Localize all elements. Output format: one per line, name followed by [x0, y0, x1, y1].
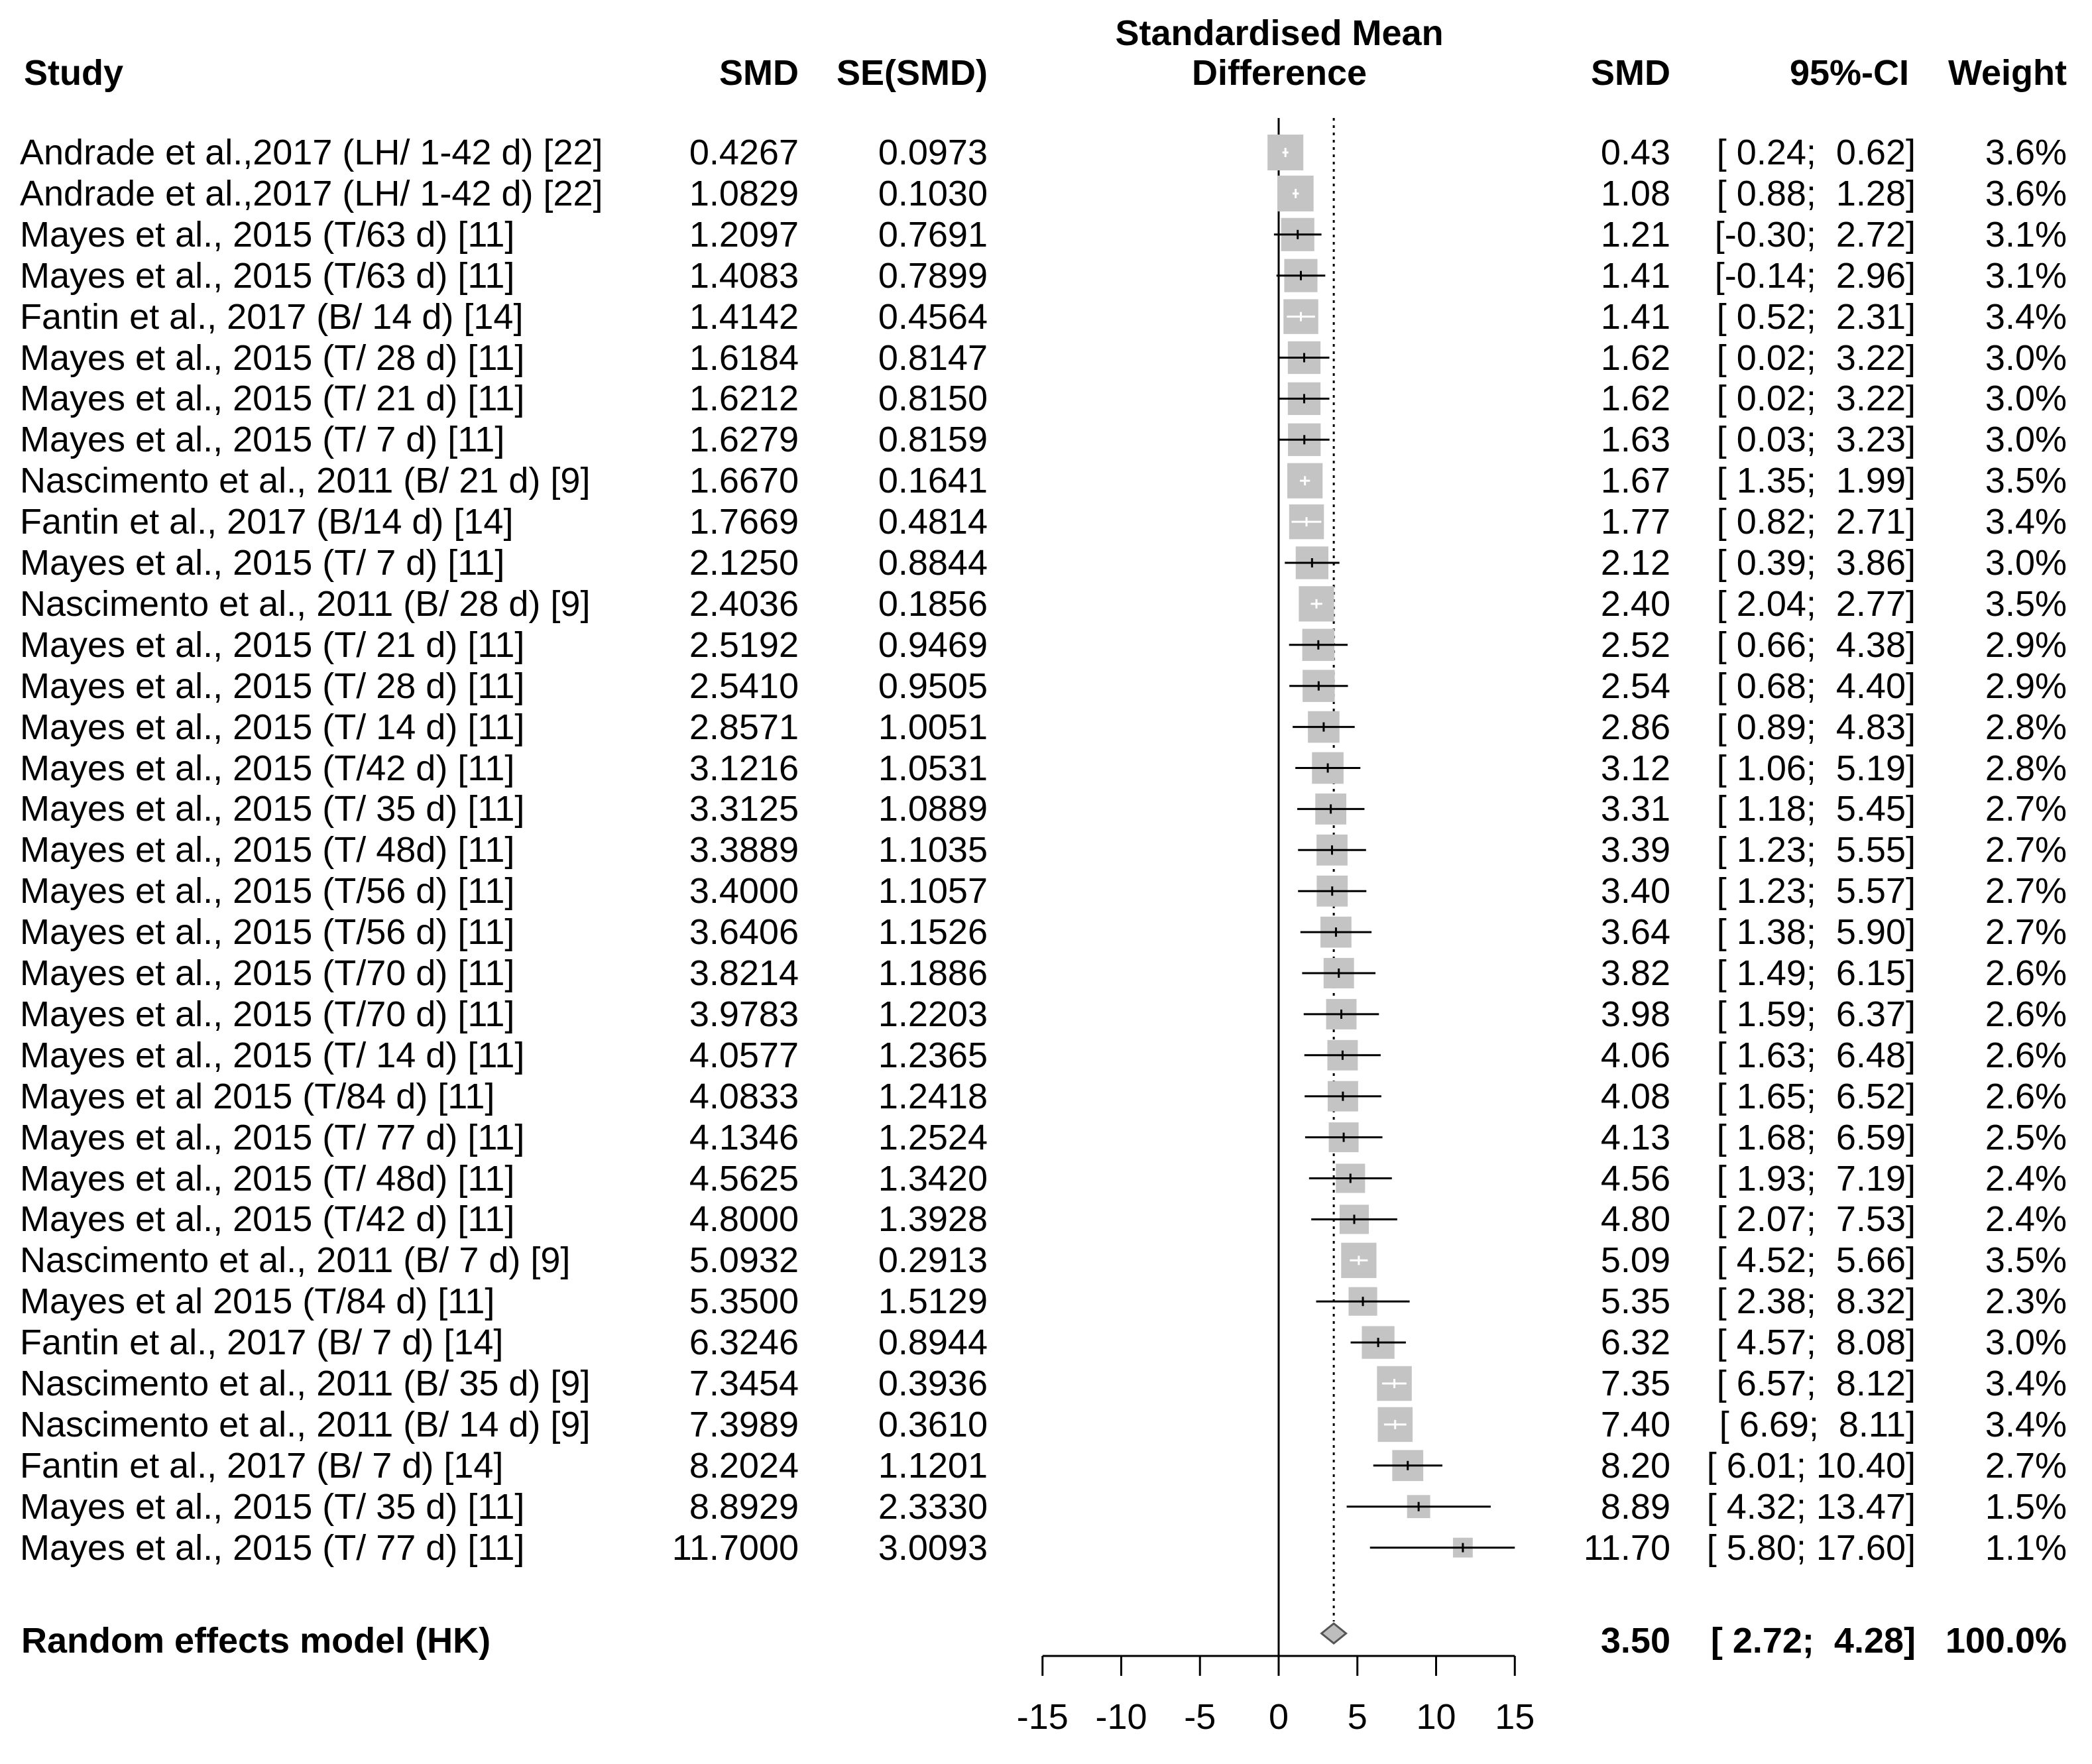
- study-name: Mayes et al., 2015 (T/70 d) [11]: [20, 994, 515, 1034]
- study-smd: 1.7669: [689, 502, 799, 542]
- study-se: 1.2365: [878, 1035, 988, 1075]
- study-smd-right: 2.40: [1600, 584, 1670, 624]
- study-smd-right: 1.77: [1600, 502, 1670, 542]
- study-weight: 2.6%: [1985, 953, 2067, 993]
- study-smd-right: 4.56: [1600, 1159, 1670, 1199]
- study-smd-right: 1.41: [1600, 297, 1670, 337]
- study-smd-right: 7.35: [1600, 1364, 1670, 1403]
- study-smd-right: 1.08: [1600, 174, 1670, 213]
- study-ci: [ 1.68; 6.59]: [1716, 1118, 1916, 1157]
- study-weight: 3.0%: [1985, 543, 2067, 583]
- study-smd-right: 3.98: [1600, 994, 1670, 1034]
- study-name: Mayes et al., 2015 (T/ 77 d) [11]: [20, 1528, 525, 1568]
- study-smd-right: 8.89: [1600, 1487, 1670, 1527]
- study-ci: [ 0.02; 3.22]: [1716, 379, 1916, 418]
- x-tick-label: -5: [1184, 1697, 1216, 1737]
- study-smd-right: 5.09: [1600, 1240, 1670, 1280]
- study-ci: [ 0.66; 4.38]: [1716, 625, 1916, 665]
- study-ci: [ 0.88; 1.28]: [1716, 174, 1916, 213]
- header-weight: Weight: [1948, 53, 2067, 93]
- study-smd-right: 3.39: [1600, 830, 1670, 870]
- study-se: 0.9469: [878, 625, 988, 665]
- header-smd: SMD: [719, 53, 799, 93]
- study-se: 0.1641: [878, 461, 988, 500]
- study-smd: 8.2024: [689, 1446, 799, 1486]
- study-smd-right: 2.86: [1600, 707, 1670, 747]
- study-ci: [ 1.23; 5.57]: [1716, 871, 1916, 911]
- study-se: 2.3330: [878, 1487, 988, 1527]
- study-smd: 0.4267: [689, 133, 799, 172]
- x-tick-label: 10: [1416, 1697, 1456, 1737]
- study-name: Mayes et al., 2015 (T/63 d) [11]: [20, 256, 515, 296]
- study-se: 1.3928: [878, 1199, 988, 1239]
- study-se: 1.1201: [878, 1446, 988, 1486]
- study-smd-right: 6.32: [1600, 1323, 1670, 1362]
- study-weight: 3.5%: [1985, 1240, 2067, 1280]
- study-ci: [ 0.02; 3.22]: [1716, 338, 1916, 378]
- study-se: 1.0051: [878, 707, 988, 747]
- header-plot-title-2: Difference: [1191, 53, 1367, 93]
- study-weight: 2.8%: [1985, 707, 2067, 747]
- study-name: Nascimento et al., 2011 (B/ 35 d) [9]: [20, 1364, 591, 1403]
- study-name: Nascimento et al., 2011 (B/ 14 d) [9]: [20, 1405, 591, 1444]
- study-weight: 2.4%: [1985, 1159, 2067, 1199]
- study-ci: [ 1.65; 6.52]: [1716, 1077, 1916, 1116]
- study-smd-right: 4.08: [1600, 1077, 1670, 1116]
- study-name: Mayes et al., 2015 (T/ 21 d) [11]: [20, 379, 525, 418]
- study-se: 1.0889: [878, 789, 988, 829]
- study-name: Nascimento et al., 2011 (B/ 28 d) [9]: [20, 584, 591, 624]
- study-se: 1.3420: [878, 1159, 988, 1199]
- summary-smd: 3.50: [1600, 1621, 1670, 1661]
- study-weight: 2.7%: [1985, 830, 2067, 870]
- x-tick-label: 15: [1495, 1697, 1535, 1737]
- study-name: Fantin et al., 2017 (B/ 7 d) [14]: [20, 1323, 504, 1362]
- study-ci: [ 6.01; 10.40]: [1706, 1446, 1916, 1486]
- study-smd-right: 3.40: [1600, 871, 1670, 911]
- study-weight: 2.6%: [1985, 1077, 2067, 1116]
- study-se: 0.8844: [878, 543, 988, 583]
- study-ci: [ 2.07; 7.53]: [1716, 1199, 1916, 1239]
- study-weight: 3.6%: [1985, 174, 2067, 213]
- study-smd: 2.4036: [689, 584, 799, 624]
- study-weight: 3.0%: [1985, 338, 2067, 378]
- study-smd: 2.5192: [689, 625, 799, 665]
- study-weight: 3.0%: [1985, 379, 2067, 418]
- study-smd: 2.5410: [689, 666, 799, 706]
- study-smd-right: 1.62: [1600, 379, 1670, 418]
- study-smd-right: 8.20: [1600, 1446, 1670, 1486]
- study-smd: 3.1216: [689, 748, 799, 788]
- study-smd-right: 3.64: [1600, 912, 1670, 952]
- study-ci: [ 1.35; 1.99]: [1716, 461, 1916, 500]
- study-weight: 3.4%: [1985, 297, 2067, 337]
- study-weight: 2.3%: [1985, 1281, 2067, 1321]
- x-tick-label: -15: [1016, 1697, 1069, 1737]
- study-se: 0.3610: [878, 1405, 988, 1444]
- study-weight: 3.1%: [1985, 256, 2067, 296]
- summary-ci: [ 2.72; 4.28]: [1710, 1621, 1916, 1661]
- study-se: 0.8150: [878, 379, 988, 418]
- study-se: 0.1030: [878, 174, 988, 213]
- study-ci: [ 1.23; 5.55]: [1716, 830, 1916, 870]
- study-weight: 2.6%: [1985, 994, 2067, 1034]
- study-ci: [ 0.39; 3.86]: [1716, 543, 1916, 583]
- study-se: 0.3936: [878, 1364, 988, 1403]
- study-smd: 3.3889: [689, 830, 799, 870]
- study-name: Mayes et al., 2015 (T/56 d) [11]: [20, 871, 515, 911]
- study-se: 1.2524: [878, 1118, 988, 1157]
- study-smd-right: 7.40: [1600, 1405, 1670, 1444]
- study-smd: 7.3454: [689, 1364, 799, 1403]
- study-smd: 2.1250: [689, 543, 799, 583]
- study-ci: [ 6.57; 8.12]: [1716, 1364, 1916, 1403]
- study-weight: 2.7%: [1985, 912, 2067, 952]
- study-smd: 11.7000: [671, 1528, 799, 1568]
- study-se: 0.7899: [878, 256, 988, 296]
- study-ci: [ 1.93; 7.19]: [1716, 1159, 1916, 1199]
- study-weight: 3.4%: [1985, 1364, 2067, 1403]
- study-weight: 3.5%: [1985, 584, 2067, 624]
- study-smd-right: 2.12: [1600, 543, 1670, 583]
- study-se: 1.0531: [878, 748, 988, 788]
- study-weight: 3.4%: [1985, 1405, 2067, 1444]
- study-name: Fantin et al., 2017 (B/14 d) [14]: [20, 502, 514, 542]
- header-ci: 95%-CI: [1789, 53, 1909, 93]
- study-name: Andrade et al.,2017 (LH/ 1-42 d) [22]: [20, 133, 603, 172]
- study-ci: [ 0.89; 4.83]: [1716, 707, 1916, 747]
- study-ci: [ 6.69; 8.11]: [1719, 1405, 1916, 1444]
- study-weight: 3.0%: [1985, 420, 2067, 459]
- study-weight: 2.6%: [1985, 1035, 2067, 1075]
- study-name: Mayes et al., 2015 (T/42 d) [11]: [20, 1199, 515, 1239]
- study-smd: 4.5625: [689, 1159, 799, 1199]
- study-se: 1.5129: [878, 1281, 988, 1321]
- study-name: Andrade et al.,2017 (LH/ 1-42 d) [22]: [20, 174, 603, 213]
- study-name: Mayes et al., 2015 (T/63 d) [11]: [20, 215, 515, 255]
- study-name: Mayes et al., 2015 (T/ 48d) [11]: [20, 830, 515, 870]
- study-smd-right: 3.31: [1600, 789, 1670, 829]
- study-name: Mayes et al., 2015 (T/ 28 d) [11]: [20, 338, 525, 378]
- study-weight: 3.0%: [1985, 1323, 2067, 1362]
- study-smd: 1.6184: [689, 338, 799, 378]
- study-se: 0.9505: [878, 666, 988, 706]
- study-name: Mayes et al., 2015 (T/ 14 d) [11]: [20, 707, 525, 747]
- study-se: 1.2418: [878, 1077, 988, 1116]
- study-ci: [ 0.82; 2.71]: [1716, 502, 1916, 542]
- study-name: Mayes et al., 2015 (T/ 21 d) [11]: [20, 625, 525, 665]
- study-smd-right: 2.54: [1600, 666, 1670, 706]
- study-ci: [ 4.52; 5.66]: [1716, 1240, 1916, 1280]
- study-smd-right: 3.12: [1600, 748, 1670, 788]
- study-ci: [ 4.57; 8.08]: [1716, 1323, 1916, 1362]
- study-name: Mayes et al., 2015 (T/42 d) [11]: [20, 748, 515, 788]
- study-ci: [ 1.49; 6.15]: [1716, 953, 1916, 993]
- study-se: 1.1886: [878, 953, 988, 993]
- study-smd-right: 11.70: [1583, 1528, 1670, 1568]
- study-weight: 2.5%: [1985, 1118, 2067, 1157]
- header-se: SE(SMD): [837, 53, 988, 93]
- study-smd-right: 5.35: [1600, 1281, 1670, 1321]
- study-smd: 1.6212: [689, 379, 799, 418]
- study-name: Nascimento et al., 2011 (B/ 7 d) [9]: [20, 1240, 571, 1280]
- study-smd-right: 3.82: [1600, 953, 1670, 993]
- study-smd: 1.0829: [689, 174, 799, 213]
- study-smd: 7.3989: [689, 1405, 799, 1444]
- study-smd: 4.8000: [689, 1199, 799, 1239]
- study-weight: 2.7%: [1985, 1446, 2067, 1486]
- study-se: 1.1057: [878, 871, 988, 911]
- study-smd: 1.2097: [689, 215, 799, 255]
- study-se: 1.2203: [878, 994, 988, 1034]
- study-smd-right: 1.67: [1600, 461, 1670, 500]
- study-smd: 1.4142: [689, 297, 799, 337]
- study-se: 0.8944: [878, 1323, 988, 1362]
- study-se: 0.7691: [878, 215, 988, 255]
- study-ci: [ 1.63; 6.48]: [1716, 1035, 1916, 1075]
- study-smd: 6.3246: [689, 1323, 799, 1362]
- study-smd: 4.0577: [689, 1035, 799, 1075]
- study-ci: [ 0.24; 0.62]: [1716, 133, 1916, 172]
- study-smd-right: 1.21: [1600, 215, 1670, 255]
- study-weight: 2.7%: [1985, 871, 2067, 911]
- x-tick-label: 5: [1347, 1697, 1367, 1737]
- study-se: 0.8147: [878, 338, 988, 378]
- study-smd: 5.0932: [689, 1240, 799, 1280]
- study-ci: [ 0.52; 2.31]: [1716, 297, 1916, 337]
- study-smd: 4.0833: [689, 1077, 799, 1116]
- study-ci: [-0.14; 2.96]: [1714, 256, 1916, 296]
- study-ci: [ 1.38; 5.90]: [1716, 912, 1916, 952]
- x-tick-label: 0: [1268, 1697, 1289, 1737]
- study-smd: 3.8214: [689, 953, 799, 993]
- study-smd: 3.4000: [689, 871, 799, 911]
- study-weight: 2.9%: [1985, 625, 2067, 665]
- study-weight: 2.8%: [1985, 748, 2067, 788]
- study-name: Mayes et al., 2015 (T/ 35 d) [11]: [20, 1487, 525, 1527]
- study-smd-right: 4.80: [1600, 1199, 1670, 1239]
- study-name: Fantin et al., 2017 (B/ 7 d) [14]: [20, 1446, 504, 1486]
- study-weight: 2.7%: [1985, 789, 2067, 829]
- study-se: 3.0093: [878, 1528, 988, 1568]
- study-ci: [ 0.68; 4.40]: [1716, 666, 1916, 706]
- study-name: Nascimento et al., 2011 (B/ 21 d) [9]: [20, 461, 591, 500]
- study-se: 0.2913: [878, 1240, 988, 1280]
- header-study: Study: [24, 53, 124, 93]
- study-ci: [ 1.59; 6.37]: [1716, 994, 1916, 1034]
- study-smd: 1.4083: [689, 256, 799, 296]
- study-smd: 5.3500: [689, 1281, 799, 1321]
- study-name: Fantin et al., 2017 (B/ 14 d) [14]: [20, 297, 524, 337]
- study-ci: [ 0.03; 3.23]: [1716, 420, 1916, 459]
- study-se: 0.4814: [878, 502, 988, 542]
- study-smd-right: 2.52: [1600, 625, 1670, 665]
- study-se: 0.8159: [878, 420, 988, 459]
- study-weight: 3.1%: [1985, 215, 2067, 255]
- study-smd: 3.9783: [689, 994, 799, 1034]
- study-smd: 8.8929: [689, 1487, 799, 1527]
- study-name: Mayes et al., 2015 (T/ 7 d) [11]: [20, 543, 505, 583]
- study-ci: [ 1.06; 5.19]: [1716, 748, 1916, 788]
- header-smd-right: SMD: [1591, 53, 1670, 93]
- study-name: Mayes et al 2015 (T/84 d) [11]: [20, 1281, 495, 1321]
- study-smd: 3.3125: [689, 789, 799, 829]
- study-smd-right: 0.43: [1600, 133, 1670, 172]
- study-weight: 1.1%: [1985, 1528, 2067, 1568]
- study-smd: 2.8571: [689, 707, 799, 747]
- study-name: Mayes et al 2015 (T/84 d) [11]: [20, 1077, 495, 1116]
- study-se: 0.1856: [878, 584, 988, 624]
- study-smd: 3.6406: [689, 912, 799, 952]
- study-weight: 3.5%: [1985, 461, 2067, 500]
- study-weight: 2.9%: [1985, 666, 2067, 706]
- study-smd: 4.1346: [689, 1118, 799, 1157]
- study-smd-right: 4.13: [1600, 1118, 1670, 1157]
- study-smd-right: 1.41: [1600, 256, 1670, 296]
- study-ci: [ 2.04; 2.77]: [1716, 584, 1916, 624]
- study-ci: [-0.30; 2.72]: [1714, 215, 1916, 255]
- study-smd-right: 1.62: [1600, 338, 1670, 378]
- study-weight: 3.4%: [1985, 502, 2067, 542]
- summary-label: Random effects model (HK): [21, 1621, 491, 1661]
- study-name: Mayes et al., 2015 (T/56 d) [11]: [20, 912, 515, 952]
- study-smd-right: 4.06: [1600, 1035, 1670, 1075]
- summary-weight: 100.0%: [1945, 1621, 2067, 1661]
- study-se: 1.1526: [878, 912, 988, 952]
- study-weight: 2.4%: [1985, 1199, 2067, 1239]
- header-plot-title-1: Standardised Mean: [1115, 13, 1444, 53]
- study-weight: 1.5%: [1985, 1487, 2067, 1527]
- study-smd: 1.6670: [689, 461, 799, 500]
- study-name: Mayes et al., 2015 (T/ 7 d) [11]: [20, 420, 505, 459]
- study-ci: [ 1.18; 5.45]: [1716, 789, 1916, 829]
- study-name: Mayes et al., 2015 (T/ 28 d) [11]: [20, 666, 525, 706]
- study-ci: [ 5.80; 17.60]: [1706, 1528, 1916, 1568]
- study-name: Mayes et al., 2015 (T/ 77 d) [11]: [20, 1118, 525, 1157]
- study-weight: 3.6%: [1985, 133, 2067, 172]
- study-smd-right: 1.63: [1600, 420, 1670, 459]
- study-se: 0.4564: [878, 297, 988, 337]
- study-name: Mayes et al., 2015 (T/ 35 d) [11]: [20, 789, 525, 829]
- study-ci: [ 2.38; 8.32]: [1716, 1281, 1916, 1321]
- study-name: Mayes et al., 2015 (T/ 48d) [11]: [20, 1159, 515, 1199]
- study-name: Mayes et al., 2015 (T/70 d) [11]: [20, 953, 515, 993]
- study-smd: 1.6279: [689, 420, 799, 459]
- study-se: 0.0973: [878, 133, 988, 172]
- summary-diamond: [1322, 1623, 1346, 1643]
- study-ci: [ 4.32; 13.47]: [1706, 1487, 1916, 1527]
- study-se: 1.1035: [878, 830, 988, 870]
- study-name: Mayes et al., 2015 (T/ 14 d) [11]: [20, 1035, 525, 1075]
- x-tick-label: -10: [1095, 1697, 1147, 1737]
